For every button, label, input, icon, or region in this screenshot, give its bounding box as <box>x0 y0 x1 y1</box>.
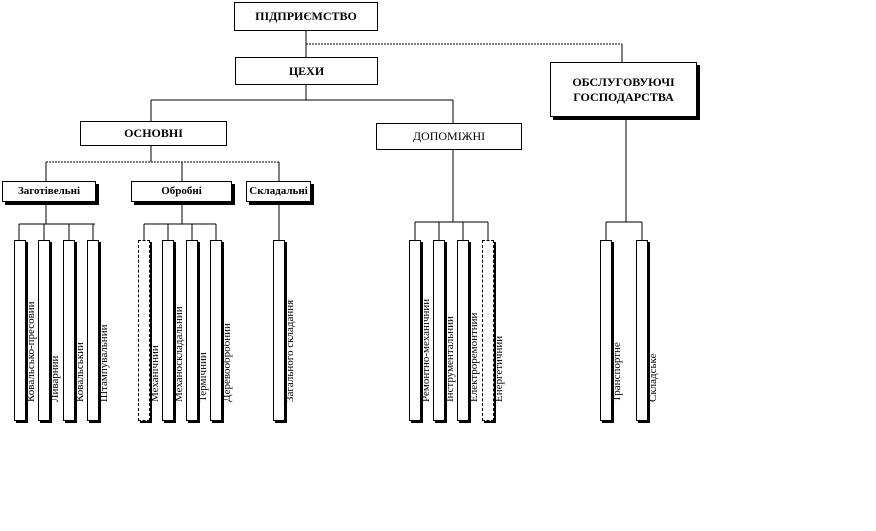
leaf-repair-mech <box>409 240 432 421</box>
root-label: ПІДПРИЄМСТВО <box>255 9 357 23</box>
main-box <box>80 121 227 146</box>
assembly-box <box>246 181 311 202</box>
root-box <box>234 2 378 31</box>
leaf-thermal <box>186 240 209 421</box>
processing-label: Обробні <box>161 184 202 197</box>
procurement-box <box>2 181 96 202</box>
leaf-thermal-label: Термічний <box>197 352 209 402</box>
leaf-stamping <box>87 240 110 421</box>
leaf-tooling <box>433 240 456 421</box>
workshops-label: ЦЕХИ <box>288 63 325 78</box>
leaf-mech-assembly <box>162 240 185 421</box>
leaf-repair-mech-label: Ремонтно-механічний <box>420 298 432 402</box>
auxiliary-box <box>376 123 522 150</box>
service-farms-box <box>550 62 697 117</box>
leaf-electro-repair-label: Електроремонтний <box>468 312 480 402</box>
leaf-tooling-label: Інструментальний <box>444 316 456 402</box>
leaf-energy <box>482 240 505 421</box>
procurement-label: Заготівельні <box>17 184 81 197</box>
leaf-blacksmith <box>63 240 86 421</box>
processing-box <box>131 181 232 202</box>
leaf-mech-assembly-label: Механоскладальний <box>173 306 185 402</box>
leaf-warehouse <box>636 240 659 421</box>
leaf-forge-press-label: Ковальсько-пресовий <box>25 301 37 402</box>
leaf-transport-label: Транспортне <box>611 342 623 402</box>
leaf-foundry-label: Ливарний <box>49 355 61 402</box>
leaf-energy-label: Енергетичний <box>493 335 505 402</box>
leaf-stamping-label: Штампувальний <box>98 324 110 402</box>
leaf-blacksmith-label: Ковальський <box>74 342 86 402</box>
leaf-forge-press <box>14 240 37 421</box>
main-label: ОСНОВНІ <box>124 126 183 140</box>
leaf-general-assembly <box>273 240 296 421</box>
leaf-woodworking <box>210 240 233 421</box>
leaf-foundry <box>38 240 61 421</box>
service-farms-label: ОБСЛУГОВУЮЧІ ГОСПОДАРСТВА <box>572 74 675 104</box>
leaf-woodworking-label: Деревообробний <box>221 323 233 402</box>
leaf-mechanical <box>138 240 161 421</box>
leaf-general-assembly-label: Загального складання <box>284 299 296 402</box>
leaf-mechanical-label: Механічний <box>149 345 161 402</box>
assembly-label: Складальні <box>249 184 308 197</box>
leaf-transport <box>600 240 623 421</box>
leaf-warehouse-label: Складське <box>647 353 659 402</box>
auxiliary-label: ДОПОМІЖНІ <box>412 129 486 143</box>
workshops-box <box>235 57 378 85</box>
leaf-electro-repair <box>457 240 480 421</box>
